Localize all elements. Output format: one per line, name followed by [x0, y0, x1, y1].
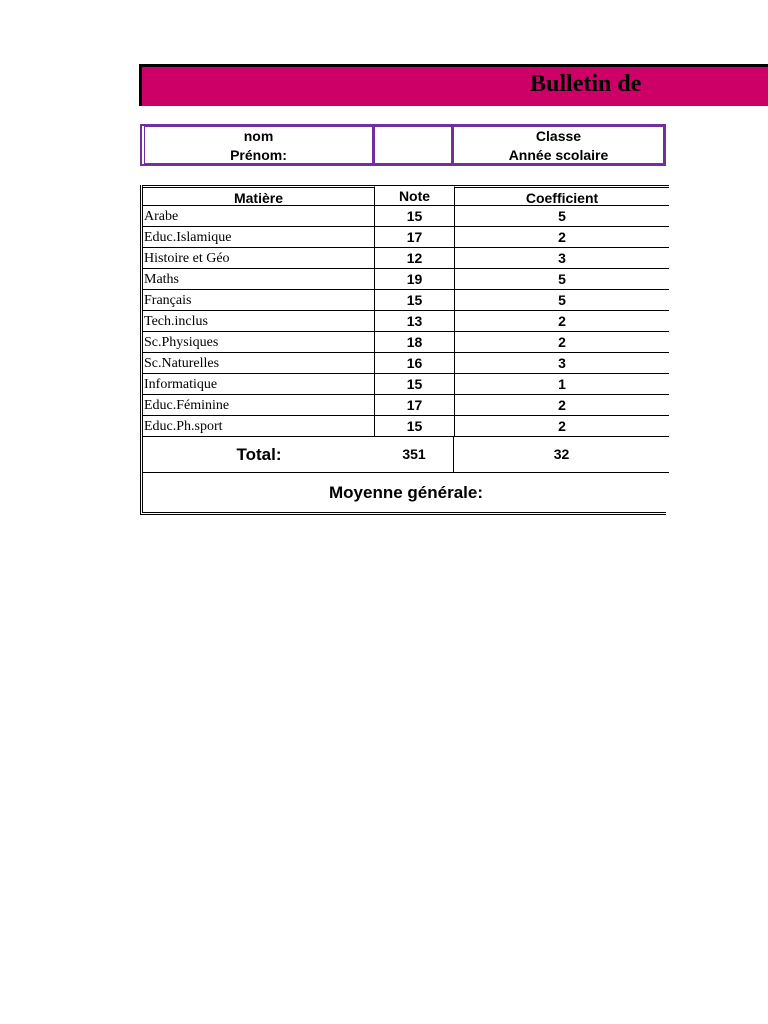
prenom-label: Prénom: — [230, 147, 287, 163]
subject-cell[interactable]: Histoire et Géo — [143, 248, 375, 269]
coef-cell[interactable]: 2 — [454, 227, 669, 248]
subject-cell[interactable]: Educ.Islamique — [143, 227, 375, 248]
subject-cell[interactable]: Educ.Féminine — [143, 395, 375, 416]
table-row — [143, 290, 669, 311]
header-note: Note — [375, 185, 454, 206]
total-row — [143, 437, 669, 473]
coef-cell[interactable]: 1 — [454, 374, 669, 395]
student-info-table — [140, 124, 666, 166]
annee-scolaire-label: Année scolaire — [508, 147, 609, 163]
coef-cell[interactable]: 2 — [454, 416, 669, 437]
grades-table — [140, 185, 666, 515]
note-cell[interactable]: 18 — [375, 332, 454, 353]
total-notes-cell[interactable]: 351 — [375, 437, 454, 472]
note-cell[interactable]: 13 — [375, 311, 454, 332]
title-banner — [139, 64, 768, 106]
header-coefficient: Coefficient — [454, 185, 669, 206]
subject-cell[interactable]: Français — [143, 290, 375, 311]
subject-cell[interactable]: Sc.Naturelles — [143, 353, 375, 374]
table-row — [143, 374, 669, 395]
name-cell[interactable] — [144, 126, 373, 164]
table-row — [143, 248, 669, 269]
coef-cell[interactable]: 5 — [454, 206, 669, 227]
note-cell[interactable]: 15 — [375, 374, 454, 395]
coef-cell[interactable]: 5 — [454, 290, 669, 311]
note-cell[interactable]: 19 — [375, 269, 454, 290]
coef-cell[interactable]: 2 — [454, 332, 669, 353]
table-row — [143, 227, 669, 248]
note-cell[interactable]: 15 — [375, 416, 454, 437]
subject-cell[interactable]: Maths — [143, 269, 375, 290]
subject-cell[interactable]: Arabe — [143, 206, 375, 227]
total-coef-cell[interactable]: 32 — [553, 446, 570, 462]
note-cell[interactable]: 16 — [375, 353, 454, 374]
moyenne-generale-label: Moyenne générale: — [329, 483, 483, 502]
coef-cell[interactable]: 2 — [454, 311, 669, 332]
subject-cell[interactable]: Educ.Ph.sport — [143, 416, 375, 437]
coef-cell[interactable]: 2 — [454, 395, 669, 416]
note-cell[interactable]: 12 — [375, 248, 454, 269]
nom-label: nom — [243, 128, 274, 144]
table-row — [143, 311, 669, 332]
coef-cell[interactable]: 5 — [454, 269, 669, 290]
note-cell[interactable]: 15 — [375, 206, 454, 227]
moyenne-row[interactable] — [143, 473, 669, 512]
subject-cell[interactable]: Sc.Physiques — [143, 332, 375, 353]
page-title: Bulletin de — [530, 71, 642, 97]
note-cell[interactable]: 15 — [375, 290, 454, 311]
class-cell[interactable] — [452, 126, 664, 164]
table-row — [143, 332, 669, 353]
grades-rows — [143, 206, 669, 437]
header-matiere: Matière — [143, 185, 375, 206]
subject-cell[interactable]: Tech.inclus — [143, 311, 375, 332]
table-row — [143, 206, 669, 227]
coef-cell[interactable]: 3 — [454, 248, 669, 269]
classe-label: Classe — [535, 128, 582, 144]
note-cell[interactable]: 17 — [375, 395, 454, 416]
table-row — [143, 269, 669, 290]
coef-cell[interactable]: 3 — [454, 353, 669, 374]
total-label: Total: — [236, 445, 282, 464]
table-row — [143, 395, 669, 416]
table-row — [143, 416, 669, 437]
note-cell[interactable]: 17 — [375, 227, 454, 248]
grades-header-row — [143, 185, 669, 206]
subject-cell[interactable]: Informatique — [143, 374, 375, 395]
table-row — [143, 353, 669, 374]
name-value-cell[interactable] — [373, 126, 452, 164]
